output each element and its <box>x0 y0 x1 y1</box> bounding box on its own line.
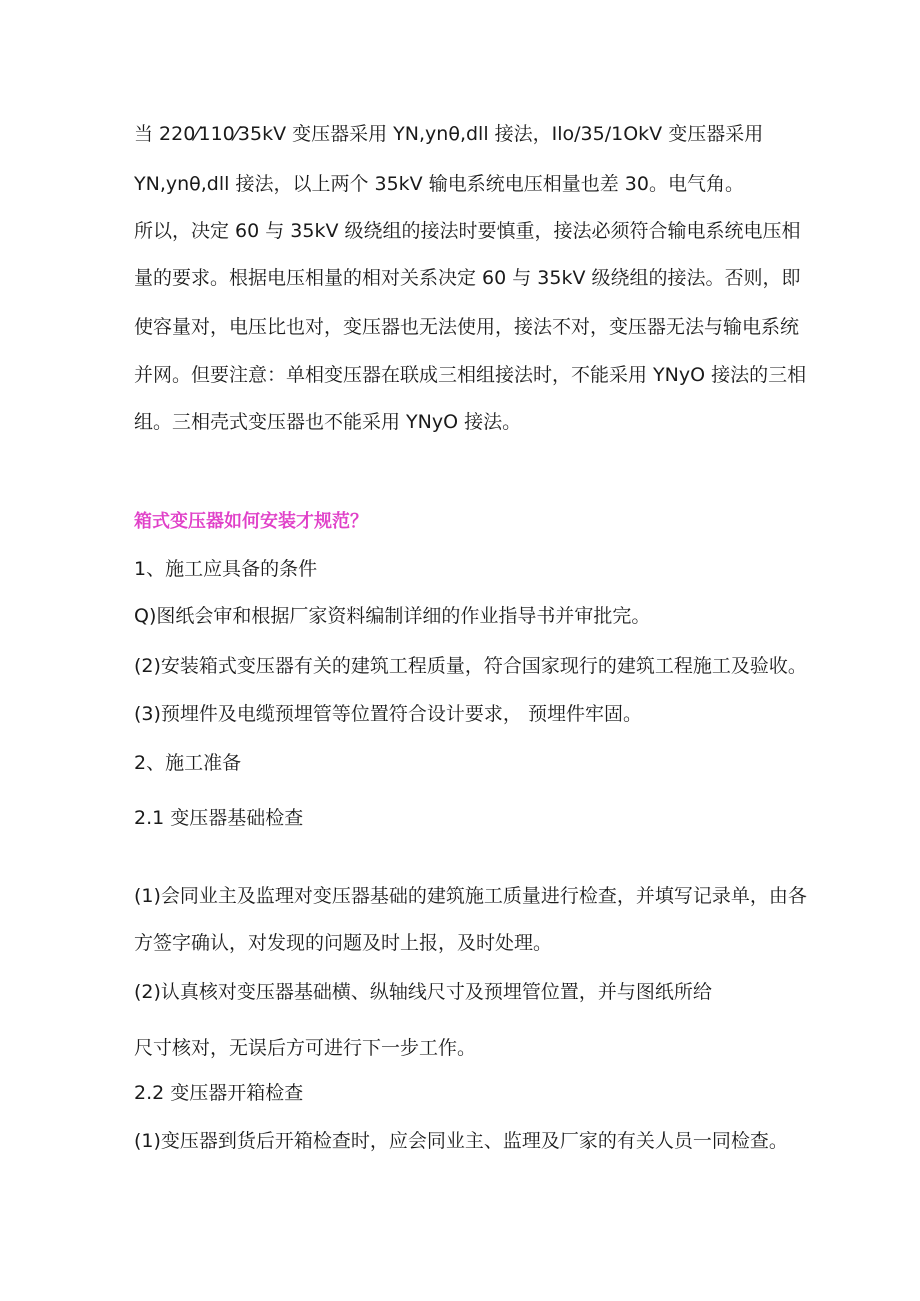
paragraph-2-line-2: 量的要求。根据电压相量的相对关系决定 60 与 35kV 级绕组的接法。否则，即 <box>134 267 801 289</box>
subsection-2-1-item-1-line-1: (1)会同业主及监理对变压器基础的建筑施工质量进行检查，并填写记录单，由各 <box>134 885 807 907</box>
subsection-2-1-item-1-line-2: 方签字确认，对发现的问题及时上报，及时处理。 <box>134 932 553 954</box>
section-1-item-3: (3)预埋件及电缆预埋管等位置符合设计要求， 预埋件牢固。 <box>134 703 642 725</box>
section-1-item-2: (2)安装箱式变压器有关的建筑工程质量，符合国家现行的建筑工程施工及验收。 <box>134 655 807 677</box>
paragraph-2-line-5: 组。三相壳式变压器也不能采用 YNyO 接法。 <box>134 411 522 433</box>
subsection-2-1-title: 2.1 变压器基础检查 <box>134 807 304 829</box>
subsection-2-2-title: 2.2 变压器开箱检查 <box>134 1082 304 1104</box>
paragraph-2-line-1: 所以，决定 60 与 35kV 级绕组的接法时要慎重，接法必须符合输电系统电压相 <box>134 220 801 242</box>
paragraph-2-line-3: 使容量对，电压比也对，变压器也无法使用，接法不对，变压器无法与输电系统 <box>134 316 800 338</box>
paragraph-1-line-1: 当 220⁄110⁄35kV 变压器采用 YN,ynθ,dll 接法，Ilo/35/1OkV 变压器采用 <box>134 123 764 145</box>
subsection-2-2-item-1: (1)变压器到货后开箱检查时，应会同业主、监理及厂家的有关人员一同检查。 <box>134 1130 788 1152</box>
paragraph-2-line-4: 并网。但要注意：单相变压器在联成三相组接法时，不能采用 YNyO 接法的三相 <box>134 364 807 386</box>
section-1-title: 1、施工应具备的条件 <box>134 558 318 580</box>
section-heading: 箱式变压器如何安装才规范？ <box>134 511 368 532</box>
section-1-item-1: Q)图纸会审和根据厂家资料编制详细的作业指导书并审批完。 <box>134 605 651 627</box>
paragraph-1-line-2: YN,ynθ,dll 接法，以上两个 35kV 输电系统电压相量也差 30。电气角。 <box>134 173 744 195</box>
subsection-2-1-item-2-line-1: (2)认真核对变压器基础横、纵轴线尺寸及预埋管位置，并与图纸所给 <box>134 981 712 1003</box>
subsection-2-1-item-2-line-2: 尺寸核对，无误后方可进行下一步工作。 <box>134 1037 477 1059</box>
section-2-title: 2、施工准备 <box>134 752 242 774</box>
